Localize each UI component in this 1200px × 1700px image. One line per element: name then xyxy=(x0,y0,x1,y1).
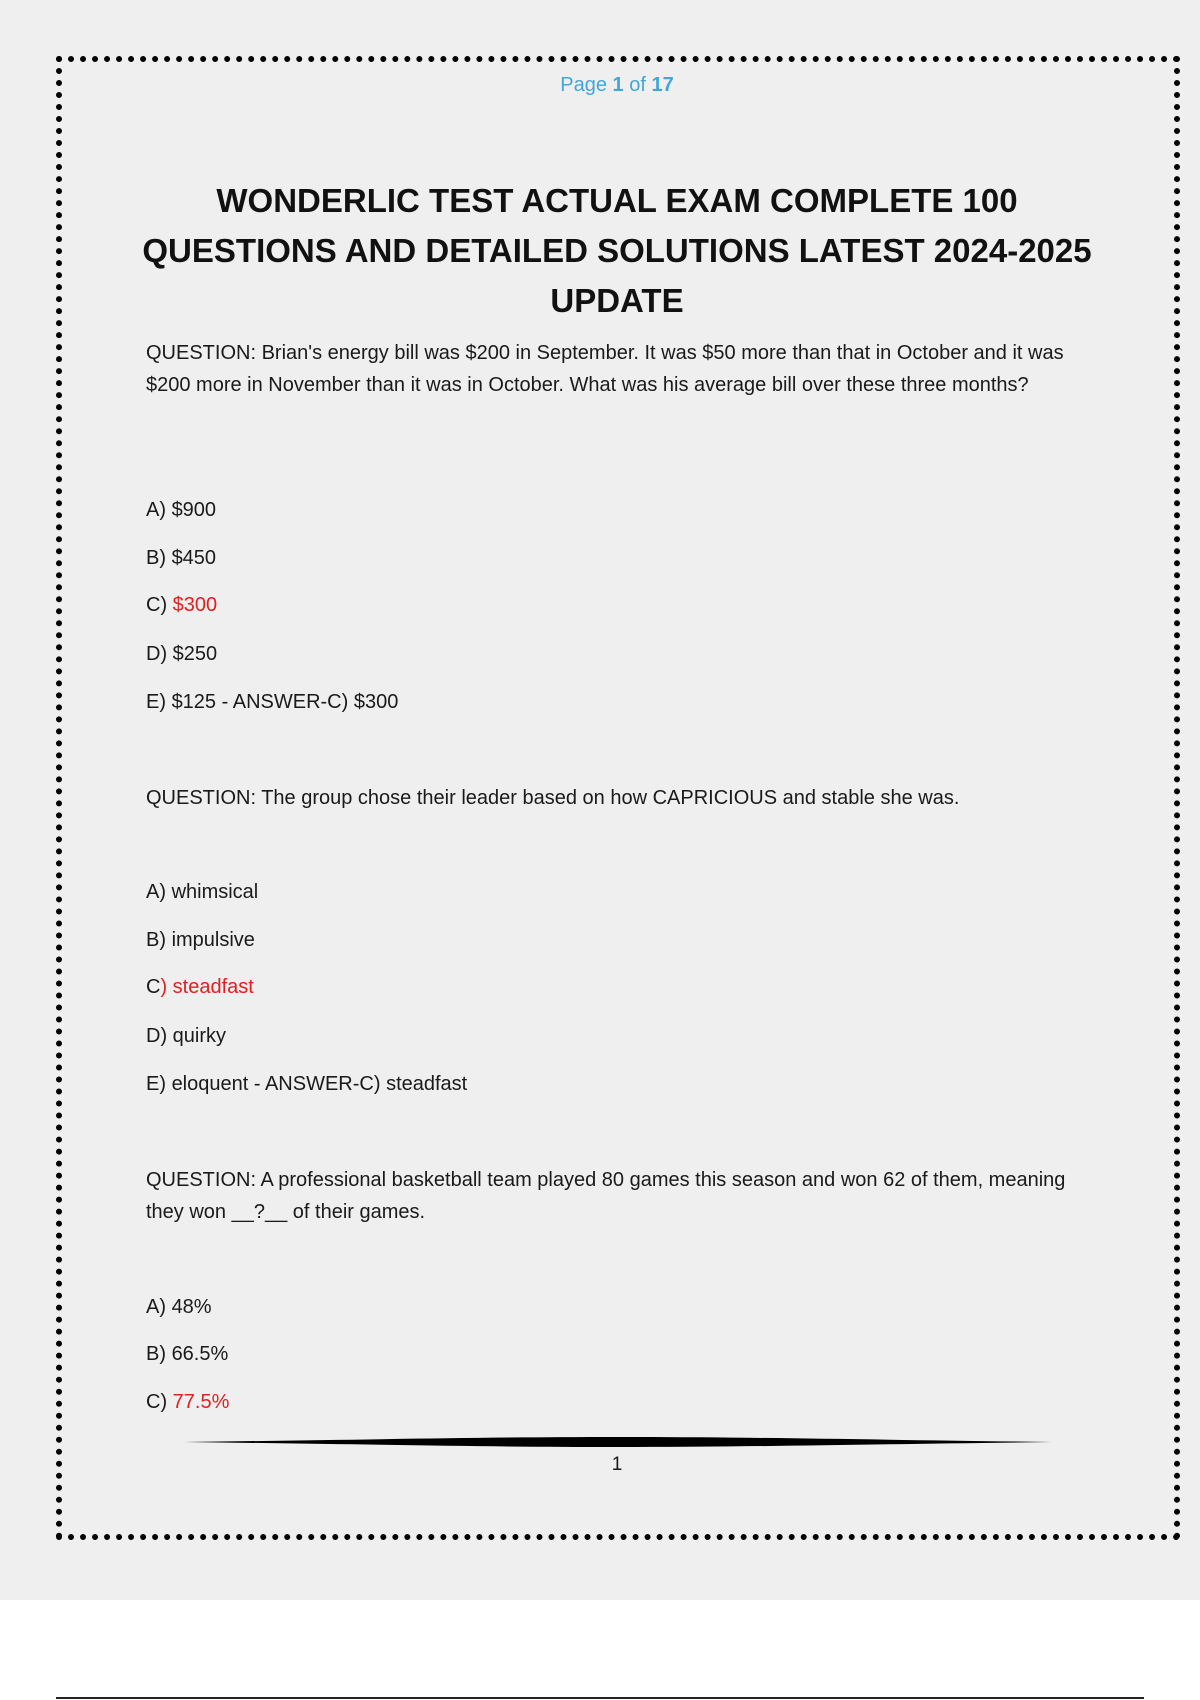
option-value: whimsical xyxy=(171,881,259,903)
correct-option-value: $300 xyxy=(172,594,218,616)
option-prefix: A) xyxy=(146,499,172,521)
question-2-option-e xyxy=(146,1070,467,1098)
footer-divider xyxy=(184,1437,1052,1447)
next-page-divider xyxy=(56,1697,1144,1699)
option-prefix: A) xyxy=(146,881,172,903)
option-value: $250 xyxy=(172,643,218,665)
option-prefix: E) xyxy=(146,691,172,713)
option-value: $450 xyxy=(171,547,217,569)
option-prefix: C) xyxy=(146,1391,173,1413)
page-indicator-current: 1 xyxy=(612,74,624,96)
question-1-option-a xyxy=(146,496,216,524)
question-3-text: QUESTION: A professional basketball team played 80 games this season and won 62 of them, meaning they won __?__ of their games. xyxy=(146,1169,1066,1223)
option-prefix: D) xyxy=(146,1025,173,1047)
option-prefix: C xyxy=(146,976,161,998)
question-3-option-b xyxy=(146,1340,228,1368)
option-prefix: B) xyxy=(146,929,172,951)
option-prefix: A) xyxy=(146,1296,172,1318)
document-title: WONDERLIC TEST ACTUAL EXAM COMPLETE 100 QUESTIONS AND DETAILED SOLUTIONS LATEST 2024-2025 UPDATE xyxy=(142,182,1092,319)
option-prefix: B) xyxy=(146,547,172,569)
question-3-option-a xyxy=(146,1293,212,1321)
question-3-option-c xyxy=(146,1388,229,1416)
option-prefix: D) xyxy=(146,643,173,665)
option-prefix: C) xyxy=(146,594,173,616)
question-2-option-d xyxy=(146,1022,226,1050)
page-indicator xyxy=(0,74,1200,97)
option-value: 48% xyxy=(171,1296,212,1318)
page-indicator-of: of xyxy=(623,74,652,96)
option-prefix: E) xyxy=(146,1073,172,1095)
footer-page-number: 1 xyxy=(611,1454,623,1475)
correct-option-value: 77.5% xyxy=(172,1391,230,1413)
question-1-option-d xyxy=(146,640,217,668)
question-2-text: QUESTION: The group chose their leader based on how CAPRICIOUS and stable she was. xyxy=(146,787,960,809)
option-value: impulsive xyxy=(171,929,255,951)
option-value: quirky xyxy=(172,1025,227,1047)
option-value: $125 - ANSWER-C) $300 xyxy=(171,691,399,713)
question-2-option-a xyxy=(146,878,258,906)
page-indicator-prefix: Page xyxy=(560,74,613,96)
correct-option-value: ) steadfast xyxy=(160,976,254,998)
question-2-option-c xyxy=(146,973,254,1001)
question-2-option-b xyxy=(146,926,255,954)
question-1-option-c xyxy=(146,591,217,619)
option-value: eloquent - ANSWER-C) steadfast xyxy=(171,1073,468,1095)
question-1-option-e xyxy=(146,688,398,716)
option-prefix: B) xyxy=(146,1343,172,1365)
question-1-text: QUESTION: Brian's energy bill was $200 in September. It was $50 more than that in October and it was $200 more in November than it was in October. What was his average bill over these three months? xyxy=(146,342,1064,396)
page-indicator-total: 17 xyxy=(651,74,674,96)
question-1-option-b xyxy=(146,544,216,572)
option-value: 66.5% xyxy=(171,1343,229,1365)
option-value: $900 xyxy=(171,499,217,521)
